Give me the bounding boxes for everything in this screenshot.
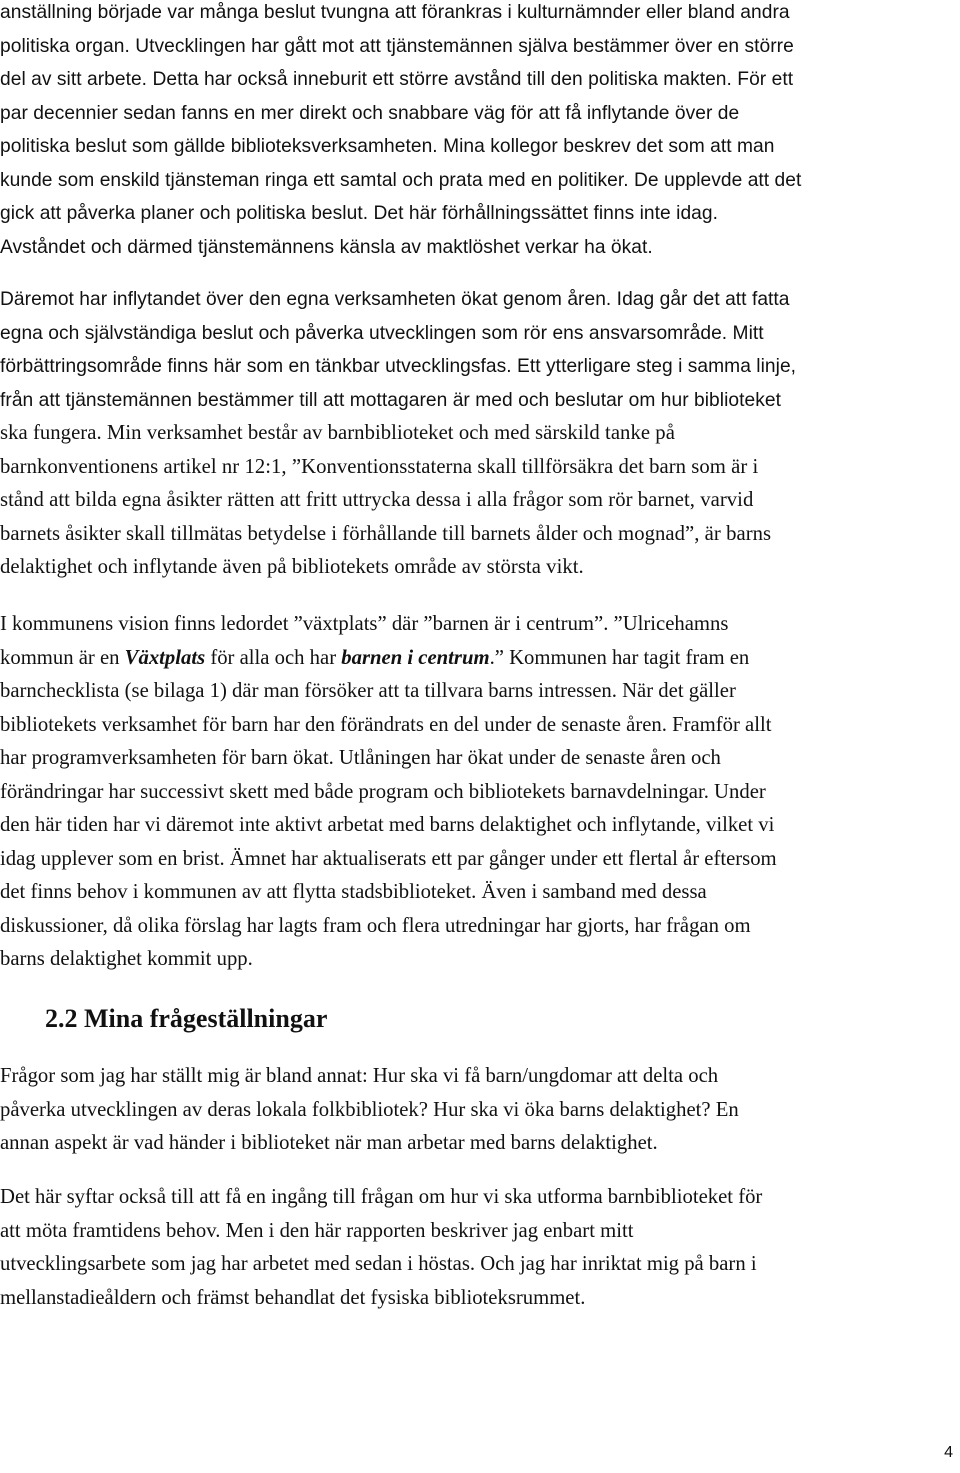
paragraph-line: från att tjänstemännen bestämmer till att mottagaren är med och beslutar om hur biblioteket — [0, 389, 781, 411]
emphasis-vaxtplats: Växtplats — [124, 646, 206, 669]
paragraph-line: att möta framtidens behov. Men i den här rapporten beskriver jag enbart mitt — [0, 1219, 634, 1242]
paragraph-3 — [0, 608, 777, 977]
paragraph-line: barns delaktighet kommit upp. — [0, 948, 253, 970]
paragraph-line: politiska organ. Utvecklingen har gått mot att tjänstemännen själva bestämmer över en större — [0, 35, 794, 57]
paragraph-line: den här tiden har vi däremot inte aktivt arbetat med barns delaktighet och inflytande, vilket vi — [0, 814, 775, 836]
emphasis-barnen-i-centrum: barnen i centrum — [341, 646, 490, 669]
text-run: för alla och har — [205, 646, 342, 669]
paragraph-line: anställning började var många beslut tvungna att förankras i kulturnämnder eller bland andra — [0, 2, 790, 23]
paragraph-line: gick att påverka planer och politiska beslut. Det här förhållningssättet finns inte idag. — [0, 203, 718, 224]
paragraph-line: Frågor som jag har ställt mig är bland annat: Hur ska vi få barn/ungdomar att delta och — [0, 1065, 719, 1087]
paragraph-line: diskussioner, då olika förslag har lagts fram och flera utredningar har gjorts, har frågan om — [0, 914, 751, 937]
paragraph-line: förbättringsområde finns här som en tänkbar utvecklingsfas. Ett ytterligare steg i samma linje, — [0, 356, 797, 377]
paragraph-line: delaktighet och inflytande även på bibliotekets område av största vikt. — [0, 556, 584, 578]
paragraph-line: barnkonventionens artikel nr 12:1, ”Konventionsstaterna skall tillförsäkra det barn som är i — [0, 455, 759, 478]
paragraph-line: kunde som enskild tjänsteman ringa ett samtal och prata med en politiker. De upplevde att det — [0, 169, 802, 191]
paragraph-2 — [0, 283, 796, 585]
text-run: .” Kommunen har tagit fram en — [489, 646, 750, 669]
paragraph-line: bibliotekets verksamhet för barn har den förändrats en del under de senaste åren. Framför allt — [0, 713, 772, 736]
paragraph-line: ska fungera. Min verksamhet består av barnbiblioteket och med särskild tanke på — [0, 422, 675, 444]
paragraph-line: Avståndet och därmed tjänstemännens känsla av maktlöshet verkar ha ökat. — [0, 236, 653, 258]
text-run: kommun är en — [0, 646, 125, 669]
paragraph-line: politiska beslut som gällde biblioteksverksamheten. Mina kollegor beskrev det som att man — [0, 136, 775, 157]
paragraph-line: förändringar har successivt skett med både program och bibliotekets barnavdelningar. Under — [0, 780, 766, 803]
paragraph-line: annan aspekt är vad händer i biblioteket när man arbetar med barns delaktighet. — [0, 1132, 658, 1154]
page-number: 4 — [944, 1444, 953, 1461]
paragraph-line: påverka utvecklingen av deras lokala folkbibliotek? Hur ska vi öka barns delaktighet? En — [0, 1098, 739, 1121]
paragraph-line: stånd att bilda egna åsikter rätten att fritt uttrycka dessa i alla frågor som rör barnet, varvid — [0, 489, 754, 511]
paragraph-line: par decennier sedan fanns en mer direkt och snabbare väg för att få inflytande över de — [0, 102, 740, 124]
paragraph-4 — [0, 1060, 739, 1161]
paragraph-line: har programverksamheten för barn ökat. Utlåningen har ökat under de senaste åren och — [0, 747, 721, 769]
paragraph-5 — [0, 1181, 762, 1315]
paragraph-line: egna och självständiga beslut och påverka utvecklingen som rör ens ansvarsområde. Mitt — [0, 322, 764, 344]
paragraph-line: det finns behov i kommunen av att flytta stadsbiblioteket. Även i samband med dessa — [0, 881, 707, 903]
paragraph-line-with-emphasis — [0, 642, 777, 676]
paragraph-line: del av sitt arbete. Detta har också inneburit ett större avstånd till den politiska makten. För ett — [0, 69, 794, 90]
paragraph-line: barnets åsikter skall tillmätas betydelse i förhållande till barnets ålder och mognad”, är barns — [0, 522, 772, 545]
paragraph-line: barnchecklista (se bilaga 1) där man försöker att ta tillvara barns intressen. När det gäller — [0, 680, 736, 702]
paragraph-line: I kommunens vision finns ledordet ”växtplats” där ”barnen är i centrum”. ”Ulricehamns — [0, 613, 729, 635]
paragraph-line: Det här syftar också till att få en ingång till frågan om hur vi ska utforma barnbiblioteket för — [0, 1186, 763, 1208]
paragraph-line: mellanstadieåldern och främst behandlat det fysiska biblioteksrummet. — [0, 1286, 586, 1309]
paragraph-line: utvecklingsarbete som jag har arbetet med sedan i höstas. Och jag har inriktat mig på barn i — [0, 1253, 757, 1275]
paragraph-line: Däremot har inflytandet över den egna verksamheten ökat genom åren. Idag går det att fatta — [0, 289, 790, 310]
paragraph-1 — [0, 0, 801, 264]
section-heading: 2.2 Mina frågeställningar — [45, 1004, 328, 1033]
paragraph-line: idag upplever som en brist. Ämnet har aktualiserats ett par gånger under ett flertal år eftersom — [0, 847, 777, 870]
